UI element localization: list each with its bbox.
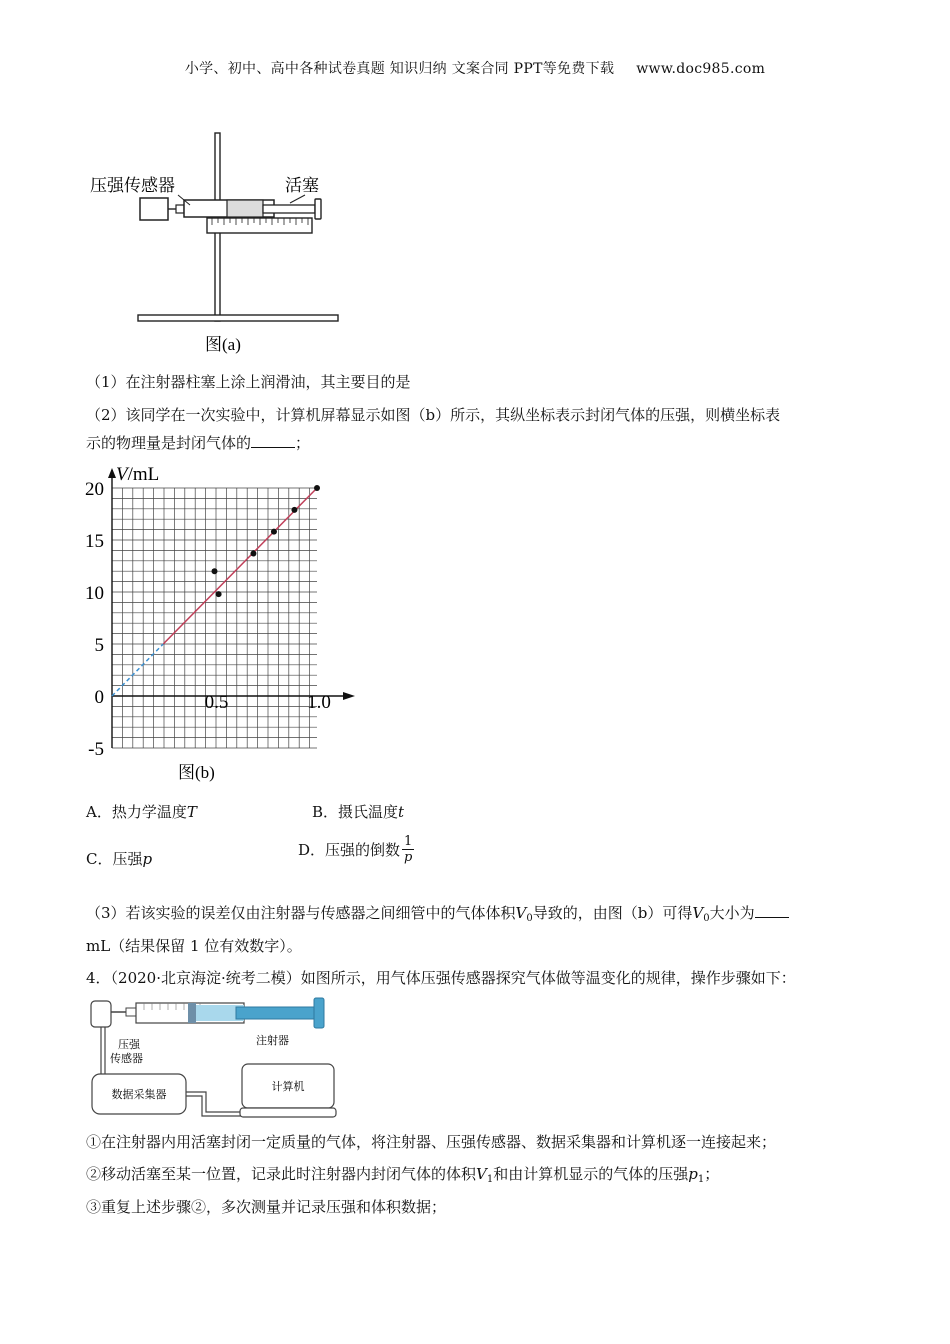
pressure-sensor-box — [140, 198, 168, 220]
fraction-1-over-p — [402, 834, 414, 865]
question-4-intro: 4．（2020·北京海淀·统考二模）如图所示，用气体压强传感器探究气体做等温变化的规律，操作步骤如下： — [86, 969, 796, 987]
label-4-sensor: 压强 — [118, 1039, 140, 1051]
q3-part1: （3）若该实验的误差仅由注射器与传感器之间细管中的气体体积 — [86, 904, 516, 922]
q3-v0-b: V — [692, 904, 704, 922]
fraction-denominator: p — [404, 850, 413, 865]
question-2-line1: （2）该同学在一次实验中，计算机屏幕显示如图（b）所示，其纵坐标表示封闭气体的压强，则横坐标表 — [86, 406, 781, 424]
option-b-var: t — [398, 803, 405, 821]
page-header — [0, 58, 950, 78]
q3-part3: 大小为 — [709, 904, 755, 922]
y-tick-label: -5 — [88, 739, 104, 760]
y-tick-label: 0 — [94, 687, 104, 708]
header-site: www.doc985.com — [636, 61, 766, 77]
data-point — [212, 568, 218, 574]
step-1: ①在注射器内用活塞封闭一定质量的气体，将注射器、压强传感器、数据采集器和计算机逐一连接起来； — [86, 1133, 777, 1151]
step-2-p-sub: 1 — [697, 1174, 705, 1185]
label-4-syringe: 注射器 — [256, 1035, 289, 1047]
y-tick-label: 5 — [94, 635, 104, 656]
step-2-v: V — [476, 1165, 487, 1183]
y-axis-unit: /mL — [127, 464, 160, 485]
y-axis-label — [116, 464, 159, 485]
syringe-4-piston — [188, 1003, 196, 1023]
stand-base — [138, 315, 338, 321]
question-2-end: ； — [295, 434, 311, 452]
step-2-part-a: ②移动活塞至某一位置，记录此时注射器内封闭气体的体积 — [86, 1165, 477, 1183]
q3-v0-a: V — [515, 904, 527, 922]
label-4-computer: 计算机 — [271, 1081, 305, 1093]
question-2-text: 示的物理量是封闭气体的 — [86, 434, 252, 452]
extrapolation-line — [112, 644, 163, 696]
option-c-text: C．压强 — [86, 850, 143, 868]
question-3-line2: mL（结果保留 1 位有效数字）。 — [86, 937, 302, 955]
figure-a-apparatus — [80, 125, 380, 365]
data-point — [250, 551, 256, 557]
question-1: （1）在注射器柱塞上涂上润滑油，其主要目的是 — [86, 373, 411, 391]
y-axis-var: V — [116, 464, 128, 485]
label-4-sensor2: 传感器 — [110, 1053, 143, 1065]
connector — [176, 205, 184, 213]
q3-part2: 导致的，由图（b）可得 — [532, 904, 693, 922]
option-a[interactable] — [86, 801, 197, 822]
figure-4-apparatus — [88, 996, 348, 1120]
cable-collector-computer-2 — [186, 1096, 244, 1116]
option-a-text: A．热力学温度 — [86, 803, 187, 821]
question-3-line1 — [86, 902, 789, 930]
option-d[interactable] — [298, 834, 414, 865]
piston-leader-line — [290, 195, 305, 203]
plunger-rod — [263, 205, 315, 213]
data-point — [314, 485, 320, 491]
y-axis-arrow — [108, 468, 116, 478]
data-point — [216, 591, 222, 597]
sensor-device — [91, 1001, 111, 1027]
label-sensor: 压强传感器 — [90, 176, 175, 195]
figure-b-caption: 图(b) — [178, 763, 215, 782]
option-a-var: T — [186, 803, 197, 821]
label-4-collector: 数据采集器 — [111, 1089, 167, 1101]
step-2-part-c: ； — [704, 1165, 720, 1183]
step-2-v-sub: 1 — [486, 1174, 494, 1185]
y-tick-label: 10 — [85, 583, 104, 604]
label-piston: 活塞 — [285, 176, 319, 195]
plunger-handle — [315, 199, 321, 219]
cable-collector-computer — [186, 1092, 244, 1112]
option-c-var: p — [142, 850, 153, 868]
q3-v0-sub-b: 0 — [703, 913, 710, 924]
header-text: 小学、初中、高中各种试卷真题 知识归纳 文案合同 PPT等免费下载 — [184, 61, 615, 77]
y-tick-label: 20 — [85, 479, 104, 500]
figure-a-caption: 图(a) — [205, 335, 241, 354]
x-tick-label: 0.5 — [204, 692, 229, 713]
hose-connector — [126, 1008, 136, 1016]
data-point — [291, 507, 297, 513]
syringe-4-handle — [314, 998, 324, 1028]
step-3: ③重复上述步骤②，多次测量并记录压强和体积数据； — [86, 1198, 447, 1216]
x-tick-label: 1.0 — [307, 692, 331, 713]
computer-base — [240, 1108, 336, 1117]
option-b[interactable] — [312, 801, 404, 822]
option-b-text: B．摄氏温度 — [312, 803, 399, 821]
syringe-4-rod — [236, 1007, 320, 1019]
data-point — [271, 529, 277, 535]
option-c[interactable] — [86, 848, 152, 869]
piston-head — [227, 200, 263, 217]
answer-blank-q3[interactable] — [755, 903, 789, 918]
step-2-p: p — [688, 1165, 698, 1183]
fraction-numerator: 1 — [404, 834, 413, 849]
q3-v0-sub-a: 0 — [526, 913, 533, 924]
chart-tick-labels — [85, 479, 331, 760]
step-2 — [86, 1163, 719, 1191]
question-2-line2 — [86, 432, 310, 454]
step-2-part-b: 和由计算机显示的气体的压强 — [493, 1165, 689, 1183]
y-tick-label: 15 — [85, 531, 104, 552]
option-d-text: D．压强的倒数 — [298, 841, 401, 859]
x-axis-arrow — [343, 692, 355, 700]
answer-blank-q2[interactable] — [251, 433, 295, 448]
figure-b-chart — [76, 460, 376, 790]
